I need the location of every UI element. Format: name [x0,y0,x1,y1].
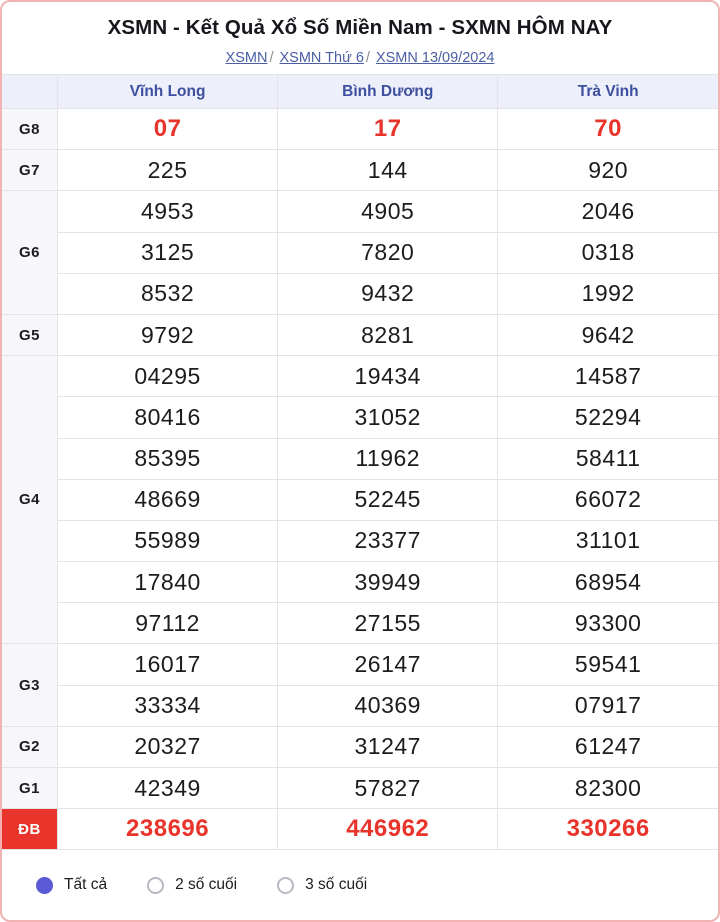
result-number: 82300 [498,768,718,809]
result-number: 8281 [278,314,498,355]
result-number: 80416 [58,397,278,438]
radio-icon-unselected-2[interactable] [277,877,294,894]
result-number: 70 [498,109,718,150]
result-number: 14587 [498,356,718,397]
table-row [2,109,718,150]
result-number: 93300 [498,603,718,644]
result-number: 52245 [278,479,498,520]
result-number: 31247 [278,726,498,767]
filter-label-1: 2 số cuối [175,876,238,894]
result-number: 07917 [498,685,718,726]
result-number: 446962 [278,809,498,850]
table-row [2,685,718,726]
results-table [2,74,718,849]
result-number: 2046 [498,191,718,232]
result-number: 07 [58,109,278,150]
result-number: 9642 [498,314,718,355]
table-header-row [2,75,718,109]
breadcrumb-separator-0: / [269,50,274,66]
breadcrumb-separator-1: / [365,50,370,66]
result-number: 1992 [498,273,718,314]
table-row [2,562,718,603]
page-title: XSMN - Kết Quả Xổ Số Miền Nam - SXMN HÔM NAY [107,16,613,39]
result-number: 0318 [498,232,718,273]
table-row [2,768,718,809]
result-number: 33334 [58,685,278,726]
result-number: 61247 [498,726,718,767]
prize-label-G8: G8 [2,109,58,150]
table-row [2,603,718,644]
result-number: 97112 [58,603,278,644]
filter-option-2-so-cuoi[interactable] [147,876,237,894]
result-number: 04295 [58,356,278,397]
radio-icon-selected[interactable] [36,877,53,894]
filter-option-tat-ca[interactable] [36,876,107,894]
result-number: 19434 [278,356,498,397]
result-number: 144 [278,150,498,191]
prize-label-ĐB: ĐB [2,809,58,850]
province-header-0: Vĩnh Long [58,75,278,109]
result-number: 330266 [498,809,718,850]
result-number: 920 [498,150,718,191]
result-number: 26147 [278,644,498,685]
results-table-head [2,75,718,109]
prize-label-G4: G4 [2,356,58,644]
radio-icon-unselected-1[interactable] [147,877,164,894]
result-number: 7820 [278,232,498,273]
table-row [2,314,718,355]
table-row [2,397,718,438]
result-number: 8532 [58,273,278,314]
result-number: 66072 [498,479,718,520]
result-number: 42349 [58,768,278,809]
result-number: 23377 [278,520,498,561]
result-number: 9792 [58,314,278,355]
results-table-body [2,109,718,850]
result-number: 3125 [58,232,278,273]
result-number: 48669 [58,479,278,520]
table-row [2,232,718,273]
prize-label-G1: G1 [2,768,58,809]
result-number: 16017 [58,644,278,685]
filter-label-2: 3 số cuối [305,876,368,894]
table-row [2,191,718,232]
prize-label-G6: G6 [2,191,58,315]
filter-bar [2,849,718,920]
result-number: 40369 [278,685,498,726]
result-number: 58411 [498,438,718,479]
result-number: 225 [58,150,278,191]
table-row [2,479,718,520]
result-number: 17 [278,109,498,150]
province-header-2: Trà Vinh [498,75,718,109]
result-number: 27155 [278,603,498,644]
prize-label-G5: G5 [2,314,58,355]
result-number: 59541 [498,644,718,685]
result-number: 20327 [58,726,278,767]
table-row [2,356,718,397]
table-row [2,438,718,479]
province-header-1: Bình Dương [278,75,498,109]
result-number: 4905 [278,191,498,232]
table-row [2,644,718,685]
result-number: 57827 [278,768,498,809]
result-number: 52294 [498,397,718,438]
prize-label-G3: G3 [2,644,58,726]
table-row [2,520,718,561]
result-number: 31101 [498,520,718,561]
result-number: 39949 [278,562,498,603]
result-number: 68954 [498,562,718,603]
result-number: 4953 [58,191,278,232]
filter-option-3-so-cuoi[interactable] [277,876,367,894]
result-number: 31052 [278,397,498,438]
result-number: 55989 [58,520,278,561]
breadcrumb [12,50,708,66]
page-header [2,2,718,74]
prize-column-header [2,75,58,109]
table-row [2,150,718,191]
result-number: 238696 [58,809,278,850]
breadcrumb-item-2[interactable]: XSMN 13/09/2024 [375,50,495,66]
table-row [2,273,718,314]
result-number: 17840 [58,562,278,603]
table-row [2,726,718,767]
result-number: 11962 [278,438,498,479]
filter-label-0: Tất cả [64,876,108,894]
result-number: 9432 [278,273,498,314]
table-row [2,809,718,850]
prize-label-G2: G2 [2,726,58,767]
result-number: 85395 [58,438,278,479]
prize-label-G7: G7 [2,150,58,191]
breadcrumb-item-0[interactable]: XSMN [225,50,268,66]
breadcrumb-item-1[interactable]: XSMN Thứ 6 [279,50,364,66]
